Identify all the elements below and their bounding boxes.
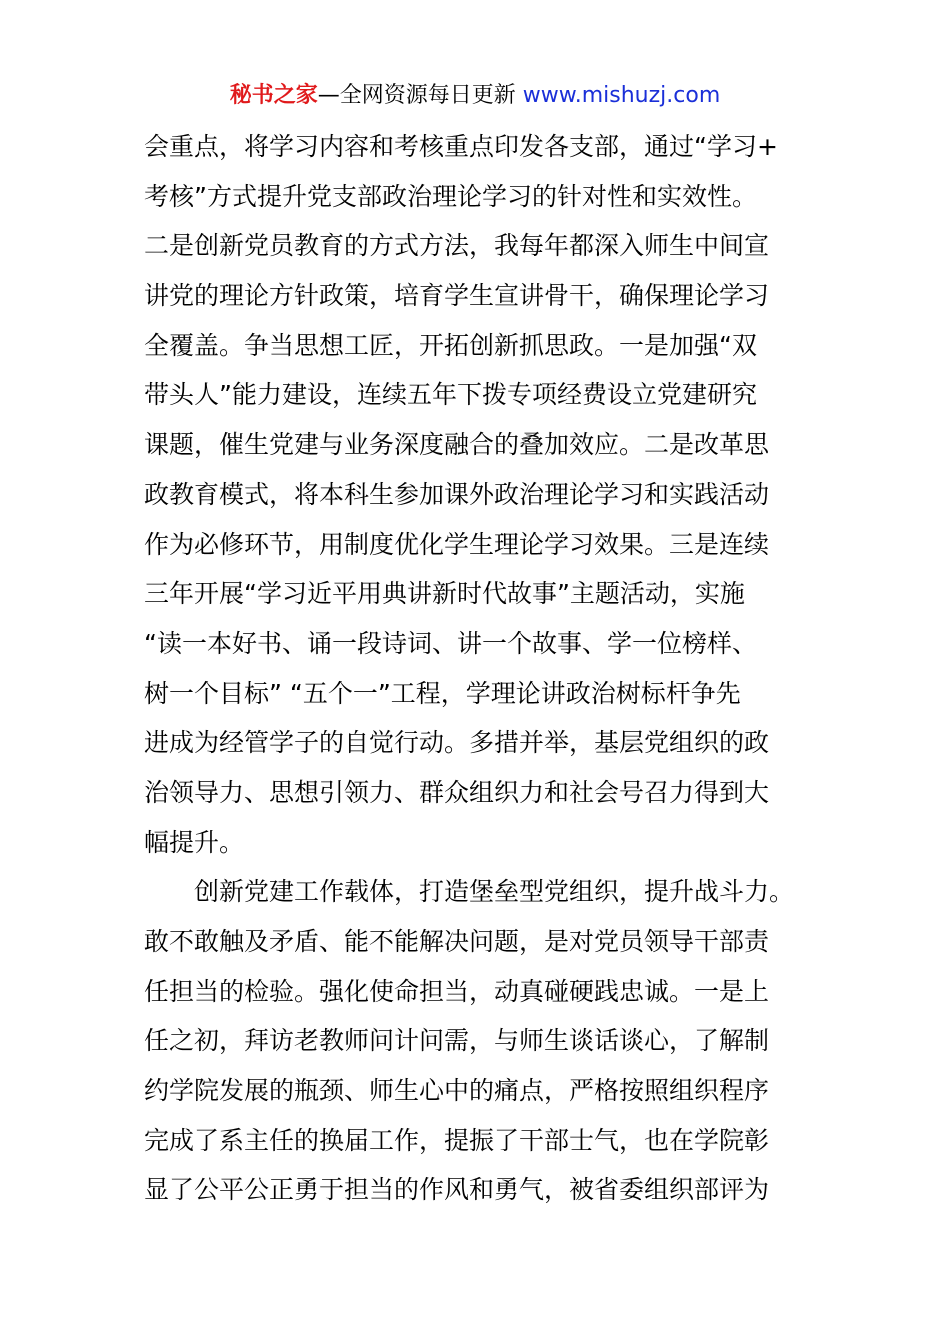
text-line: “读一本好书、诵一段诗词、讲一个故事、学一位榜样、 bbox=[144, 628, 757, 658]
site-tagline: —全网资源每日更新 bbox=[317, 83, 523, 108]
text-line: 完成了系主任的换届工作，提振了干部士气，也在学院彰 bbox=[144, 1125, 770, 1155]
text-line: 约学院发展的瓶颈、师生心中的痛点，严格按照组织程序 bbox=[144, 1076, 770, 1106]
site-header bbox=[0, 80, 950, 112]
site-url-link[interactable]: www.mishuzj.com bbox=[522, 83, 721, 108]
document-body bbox=[144, 122, 844, 1215]
text-line: 三年开展“学习近平用典讲新时代故事”主题活动，实施 bbox=[144, 579, 745, 609]
text-line: 幅提升。 bbox=[144, 827, 245, 857]
text-line: 全覆盖。争当思想工匠，开拓创新抓思政。一是加强“双 bbox=[144, 330, 757, 360]
text-line: 带头人”能力建设，连续五年下拨专项经费设立党建研究 bbox=[144, 380, 757, 410]
text-line: 讲党的理论方针政策，培育学生宣讲骨干，确保理论学习 bbox=[144, 281, 770, 311]
text-line: 考核”方式提升党支部政治理论学习的针对性和实效性。 bbox=[144, 181, 757, 211]
text-line: 任担当的检验。强化使命担当，动真碰硬践忠诚。一是上 bbox=[144, 976, 770, 1006]
text-line: 课题，催生党建与业务深度融合的叠加效应。二是改革思 bbox=[144, 430, 770, 460]
text-line: 治领导力、思想引领力、群众组织力和社会号召力得到大 bbox=[144, 777, 770, 807]
text-line: 创新党建工作载体，打造堡垒型党组织，提升战斗力。 bbox=[194, 877, 795, 907]
text-line: 二是创新党员教育的方式方法，我每年都深入师生中间宣 bbox=[144, 231, 770, 261]
site-brand: 秘书之家 bbox=[229, 83, 318, 108]
text-line: 树一个目标” “五个一”工程，学理论讲政治树标杆争先 bbox=[144, 678, 741, 708]
text-line: 敢不敢触及矛盾、能不能解决问题，是对党员领导干部责 bbox=[144, 927, 770, 956]
text-line: 任之初，拜访老教师问计问需，与师生谈话谈心，了解制 bbox=[144, 1026, 770, 1056]
text-line: 作为必修环节，用制度优化学生理论学习效果。三是连续 bbox=[144, 529, 770, 559]
text-line: 进成为经管学子的自觉行动。多措并举，基层党组织的政 bbox=[144, 728, 770, 758]
text-line: 显了公平公正勇于担当的作风和勇气，被省委组织部评为 bbox=[144, 1175, 770, 1205]
text-line: 政教育模式，将本科生参加课外政治理论学习和实践活动 bbox=[144, 479, 770, 509]
paragraph-2 bbox=[144, 867, 844, 1215]
text-line: 会重点，将学习内容和考核重点印发各支部，通过“学习+ bbox=[144, 132, 778, 161]
paragraph-1 bbox=[144, 122, 844, 867]
